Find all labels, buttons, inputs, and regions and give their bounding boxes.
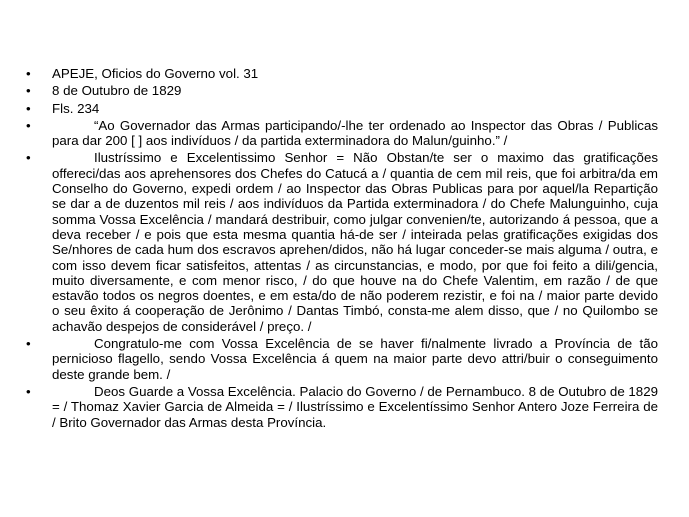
list-item xyxy=(26,384,658,430)
bullet-icon: • xyxy=(26,383,31,399)
bullet-icon: • xyxy=(26,336,31,352)
paragraph-text: “Ao Governador das Armas participando/-lhe ter ordenado ao Inspector das Obras / Publicas para dar 200 [ ] aos indivíduos / da partida exterminadora do Malun/guinho.” / xyxy=(52,117,658,149)
bullet-text: Fls. 234 xyxy=(52,100,100,116)
bullet-paragraph xyxy=(52,118,658,148)
paragraph-text: Ilustríssimo e Excelentissimo Senhor = Não Obstan/te ser o maximo das gratificações offereci/das aos aprehensores dos Chefes do Catucá a / quantia de cem mil reis, que foi arbitra/da em Conselho do Governo, expedi ordem / ao Inspector das Obras Publicas para por aquel/la Repartição se dar a de duzentos mil reis / aos indivíduos da Partida exterminadora / do Chefe Malunguinho, cuja somma Vossa Excelência / mandará destribuir, como julgar convenien/te, autorizando á pessoa, que a deva receber / e pois que esta mesma quantia há-de ser / inteirada pelas gratificações exigidas dos Se/nhores de cada hum dos escravos aprehen/didos, não há lugar conceder-se mais alguma / outra, e com isso devem ficar satisfeitos, attentas / as circunstancias, e modo, por que foi feito a dili/gencia, muito diversamente, e com menor risco, / do que houve na do Chefe Valentim, em razão / de que estavão todos os negros doentes, e em esta/do de não poderem rezistir, e foi na / maior parte devido o seu êxito á cooperação de Jerônimo / Dantas Timbó, consta-me alem disso, que / no Quilombo se achavão despejos de considerável / preço. / xyxy=(52,150,658,334)
list-item xyxy=(26,150,658,334)
bullet-paragraph xyxy=(52,384,658,430)
list-item xyxy=(26,83,658,98)
list-item xyxy=(26,101,658,116)
bullet-icon: • xyxy=(26,117,31,133)
bullet-icon: • xyxy=(26,83,31,99)
paragraph-text: Congratulo-me com Vossa Excelência de se haver fi/nalmente livrado a Província de tão pernicioso flagello, sendo Vossa Excelência á quem na maior parte devo attri/buir o conseguimento deste grande bem. / xyxy=(52,336,658,382)
list-item xyxy=(26,336,658,382)
paragraph-text: Deos Guarde a Vossa Excelência. Palacio do Governo / de Pernambuco. 8 de Outubro de 1829 = / Thomaz Xavier Garcia de Almeida = / Ilustríssimo e Excelentíssimo Senhor Antero Joze Ferreira de / Brito Governador das Armas desta Província. xyxy=(52,383,658,430)
bullet-icon: • xyxy=(26,100,31,116)
list-item xyxy=(26,66,658,81)
bullet-paragraph xyxy=(52,150,658,333)
bullet-text: APEJE, Oficios do Governo vol. 31 xyxy=(52,66,259,81)
bullet-icon: • xyxy=(26,66,31,81)
bullet-icon: • xyxy=(26,150,31,166)
bullet-text: 8 de Outubro de 1829 xyxy=(52,83,182,99)
bullet-paragraph xyxy=(52,336,658,382)
bullet-list xyxy=(26,66,658,432)
list-item xyxy=(26,118,658,149)
